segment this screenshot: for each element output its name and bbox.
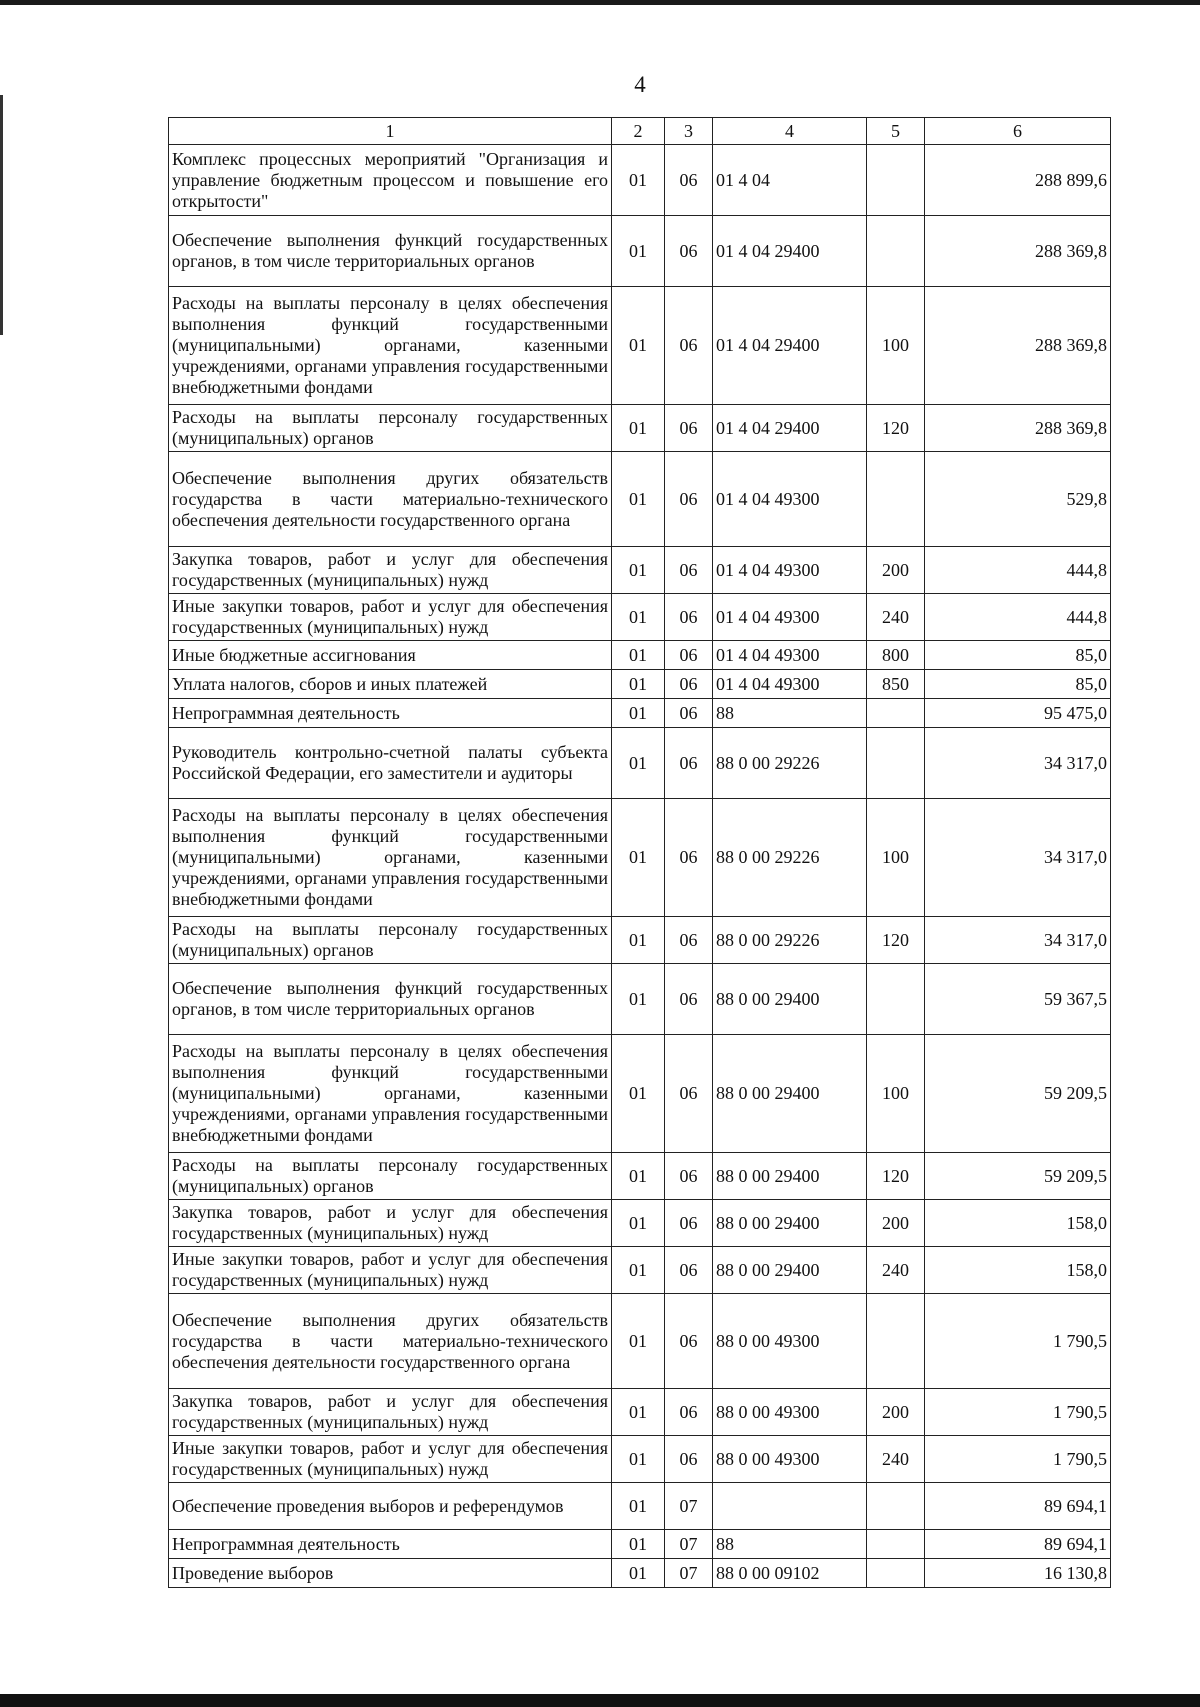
table-row — [169, 964, 1111, 1035]
row-target-article: 01 4 04 49300 — [713, 594, 867, 641]
row-section: 01 — [612, 641, 665, 670]
row-expense-type: 200 — [867, 1200, 925, 1247]
row-name: Обеспечение выполнения других обязательств государства в части материально-технического обеспечения деятельности государственного органа — [169, 1294, 612, 1389]
row-section: 01 — [612, 1559, 665, 1588]
row-subsection: 06 — [665, 452, 713, 547]
row-section: 01 — [612, 1294, 665, 1389]
row-name: Уплата налогов, сборов и иных платежей — [169, 670, 612, 699]
table-row — [169, 728, 1111, 799]
row-amount: 1 790,5 — [925, 1436, 1111, 1483]
row-amount: 16 130,8 — [925, 1559, 1111, 1588]
row-subsection: 06 — [665, 964, 713, 1035]
row-amount: 59 209,5 — [925, 1153, 1111, 1200]
table-row — [169, 1294, 1111, 1389]
row-target-article: 88 — [713, 1530, 867, 1559]
row-subsection: 06 — [665, 1200, 713, 1247]
row-amount: 34 317,0 — [925, 799, 1111, 917]
row-target-article — [713, 1483, 867, 1530]
row-target-article: 88 0 00 29400 — [713, 1035, 867, 1153]
row-subsection: 07 — [665, 1483, 713, 1530]
row-name: Расходы на выплаты персоналу в целях обеспечения выполнения функций государственными (муниципальными) органами, казенными учреждениями, органами управления государственными внебюджетными фондами — [169, 287, 612, 405]
row-target-article: 88 0 00 49300 — [713, 1389, 867, 1436]
row-amount: 158,0 — [925, 1247, 1111, 1294]
row-expense-type — [867, 145, 925, 216]
row-subsection: 06 — [665, 799, 713, 917]
row-target-article: 88 0 00 29400 — [713, 1153, 867, 1200]
row-expense-type — [867, 1483, 925, 1530]
row-name: Закупка товаров, работ и услуг для обеспечения государственных (муниципальных) нужд — [169, 547, 612, 594]
row-target-article: 88 0 00 29226 — [713, 917, 867, 964]
row-subsection: 06 — [665, 699, 713, 728]
row-expense-type: 100 — [867, 1035, 925, 1153]
row-amount: 288 369,8 — [925, 287, 1111, 405]
row-expense-type: 120 — [867, 405, 925, 452]
row-subsection: 06 — [665, 1153, 713, 1200]
row-target-article: 01 4 04 29400 — [713, 287, 867, 405]
row-expense-type: 120 — [867, 1153, 925, 1200]
row-amount: 59 209,5 — [925, 1035, 1111, 1153]
table-row — [169, 452, 1111, 547]
row-expense-type: 200 — [867, 547, 925, 594]
row-amount: 34 317,0 — [925, 728, 1111, 799]
table-body — [169, 145, 1111, 1588]
row-target-article: 88 0 00 49300 — [713, 1294, 867, 1389]
table-header-row — [169, 118, 1111, 145]
table-row — [169, 917, 1111, 964]
row-subsection: 06 — [665, 1294, 713, 1389]
row-section: 01 — [612, 799, 665, 917]
row-expense-type — [867, 1559, 925, 1588]
row-subsection: 07 — [665, 1559, 713, 1588]
header-col-2: 2 — [612, 118, 665, 145]
row-subsection: 07 — [665, 1530, 713, 1559]
row-name: Расходы на выплаты персоналу государственных (муниципальных) органов — [169, 405, 612, 452]
row-name: Расходы на выплаты персоналу государственных (муниципальных) органов — [169, 1153, 612, 1200]
row-section: 01 — [612, 216, 665, 287]
table-row — [169, 405, 1111, 452]
row-target-article: 01 4 04 49300 — [713, 452, 867, 547]
header-col-3: 3 — [665, 118, 713, 145]
table-row — [169, 641, 1111, 670]
row-subsection: 06 — [665, 641, 713, 670]
row-amount: 89 694,1 — [925, 1530, 1111, 1559]
row-amount: 288 369,8 — [925, 216, 1111, 287]
row-section: 01 — [612, 452, 665, 547]
scan-edge-left — [0, 95, 3, 335]
table-row — [169, 699, 1111, 728]
row-name: Обеспечение выполнения функций государственных органов, в том числе территориальных органов — [169, 964, 612, 1035]
row-expense-type — [867, 699, 925, 728]
row-subsection: 06 — [665, 1389, 713, 1436]
table-row — [169, 1153, 1111, 1200]
row-subsection: 06 — [665, 670, 713, 699]
row-amount: 288 369,8 — [925, 405, 1111, 452]
row-target-article: 01 4 04 — [713, 145, 867, 216]
row-name: Непрограммная деятельность — [169, 1530, 612, 1559]
row-amount: 444,8 — [925, 594, 1111, 641]
table-row — [169, 1247, 1111, 1294]
table-row — [169, 287, 1111, 405]
row-expense-type: 240 — [867, 1247, 925, 1294]
row-name: Обеспечение выполнения других обязательств государства в части материально-технического обеспечения деятельности государственного органа — [169, 452, 612, 547]
row-section: 01 — [612, 1389, 665, 1436]
table-row — [169, 594, 1111, 641]
header-col-6: 6 — [925, 118, 1111, 145]
row-name: Обеспечение проведения выборов и референдумов — [169, 1483, 612, 1530]
row-target-article: 01 4 04 29400 — [713, 405, 867, 452]
scan-edge-top — [0, 0, 1200, 5]
row-target-article: 01 4 04 29400 — [713, 216, 867, 287]
header-col-5: 5 — [867, 118, 925, 145]
row-name: Проведение выборов — [169, 1559, 612, 1588]
row-section: 01 — [612, 728, 665, 799]
table-row — [169, 799, 1111, 917]
row-name: Иные закупки товаров, работ и услуг для обеспечения государственных (муниципальных) нужд — [169, 1436, 612, 1483]
row-target-article: 88 0 00 49300 — [713, 1436, 867, 1483]
row-amount: 89 694,1 — [925, 1483, 1111, 1530]
row-name: Иные бюджетные ассигнования — [169, 641, 612, 670]
row-subsection: 06 — [665, 547, 713, 594]
page-number: 4 — [634, 72, 646, 97]
row-section: 01 — [612, 405, 665, 452]
row-section: 01 — [612, 964, 665, 1035]
row-section: 01 — [612, 1483, 665, 1530]
row-subsection: 06 — [665, 1247, 713, 1294]
row-name: Закупка товаров, работ и услуг для обеспечения государственных (муниципальных) нужд — [169, 1200, 612, 1247]
row-section: 01 — [612, 1153, 665, 1200]
row-subsection: 06 — [665, 287, 713, 405]
header-col-1: 1 — [169, 118, 612, 145]
row-target-article: 88 0 00 29226 — [713, 799, 867, 917]
row-amount: 529,8 — [925, 452, 1111, 547]
row-expense-type: 200 — [867, 1389, 925, 1436]
row-section: 01 — [612, 145, 665, 216]
row-section: 01 — [612, 1247, 665, 1294]
row-amount: 95 475,0 — [925, 699, 1111, 728]
row-section: 01 — [612, 1530, 665, 1559]
row-name: Расходы на выплаты персоналу государственных (муниципальных) органов — [169, 917, 612, 964]
table-row — [169, 547, 1111, 594]
row-section: 01 — [612, 1200, 665, 1247]
row-subsection: 06 — [665, 405, 713, 452]
table-row — [169, 1389, 1111, 1436]
row-amount: 59 367,5 — [925, 964, 1111, 1035]
row-name: Руководитель контрольно-счетной палаты субъекта Российской Федерации, его заместители и аудиторы — [169, 728, 612, 799]
row-target-article: 88 0 00 09102 — [713, 1559, 867, 1588]
row-expense-type: 120 — [867, 917, 925, 964]
row-name: Закупка товаров, работ и услуг для обеспечения государственных (муниципальных) нужд — [169, 1389, 612, 1436]
row-subsection: 06 — [665, 145, 713, 216]
header-col-4: 4 — [713, 118, 867, 145]
row-amount: 288 899,6 — [925, 145, 1111, 216]
table-row — [169, 1436, 1111, 1483]
row-expense-type: 240 — [867, 594, 925, 641]
row-name: Иные закупки товаров, работ и услуг для обеспечения государственных (муниципальных) нужд — [169, 1247, 612, 1294]
row-section: 01 — [612, 699, 665, 728]
row-subsection: 06 — [665, 917, 713, 964]
row-target-article: 01 4 04 49300 — [713, 670, 867, 699]
table-row — [169, 145, 1111, 216]
row-amount: 85,0 — [925, 670, 1111, 699]
row-section: 01 — [612, 917, 665, 964]
row-target-article: 88 0 00 29400 — [713, 1247, 867, 1294]
row-subsection: 06 — [665, 216, 713, 287]
row-expense-type — [867, 452, 925, 547]
row-subsection: 06 — [665, 594, 713, 641]
row-name: Расходы на выплаты персоналу в целях обеспечения выполнения функций государственными (муниципальными) органами, казенными учреждениями, органами управления государственными внебюджетными фондами — [169, 799, 612, 917]
row-amount: 158,0 — [925, 1200, 1111, 1247]
row-target-article: 88 0 00 29400 — [713, 964, 867, 1035]
row-subsection: 06 — [665, 1436, 713, 1483]
row-section: 01 — [612, 1035, 665, 1153]
row-expense-type: 800 — [867, 641, 925, 670]
row-name: Иные закупки товаров, работ и услуг для обеспечения государственных (муниципальных) нужд — [169, 594, 612, 641]
scan-edge-bottom — [0, 1694, 1200, 1707]
row-target-article: 01 4 04 49300 — [713, 641, 867, 670]
row-amount: 85,0 — [925, 641, 1111, 670]
row-expense-type: 100 — [867, 287, 925, 405]
row-name: Непрограммная деятельность — [169, 699, 612, 728]
row-target-article: 88 — [713, 699, 867, 728]
table-row — [169, 1035, 1111, 1153]
row-section: 01 — [612, 594, 665, 641]
row-expense-type — [867, 1294, 925, 1389]
table-row — [169, 1200, 1111, 1247]
row-subsection: 06 — [665, 1035, 713, 1153]
row-section: 01 — [612, 547, 665, 594]
row-amount: 34 317,0 — [925, 917, 1111, 964]
row-expense-type — [867, 728, 925, 799]
row-expense-type: 850 — [867, 670, 925, 699]
row-target-article: 01 4 04 49300 — [713, 547, 867, 594]
row-expense-type: 100 — [867, 799, 925, 917]
row-amount: 1 790,5 — [925, 1294, 1111, 1389]
row-target-article: 88 0 00 29400 — [713, 1200, 867, 1247]
table-row — [169, 670, 1111, 699]
row-name: Расходы на выплаты персоналу в целях обеспечения выполнения функций государственными (муниципальными) органами, казенными учреждениями, органами управления государственными внебюджетными фондами — [169, 1035, 612, 1153]
row-expense-type — [867, 964, 925, 1035]
row-subsection: 06 — [665, 728, 713, 799]
table-row — [169, 1483, 1111, 1530]
row-target-article: 88 0 00 29226 — [713, 728, 867, 799]
row-section: 01 — [612, 1436, 665, 1483]
table-row — [169, 1559, 1111, 1588]
budget-table — [168, 117, 1111, 1588]
row-name: Комплекс процессных мероприятий "Организация и управление бюджетным процессом и повышение его открытости" — [169, 145, 612, 216]
table-row — [169, 1530, 1111, 1559]
row-name: Обеспечение выполнения функций государственных органов, в том числе территориальных органов — [169, 216, 612, 287]
row-expense-type: 240 — [867, 1436, 925, 1483]
row-section: 01 — [612, 670, 665, 699]
row-amount: 1 790,5 — [925, 1389, 1111, 1436]
table-row — [169, 216, 1111, 287]
row-expense-type — [867, 216, 925, 287]
row-amount: 444,8 — [925, 547, 1111, 594]
row-section: 01 — [612, 287, 665, 405]
row-expense-type — [867, 1530, 925, 1559]
